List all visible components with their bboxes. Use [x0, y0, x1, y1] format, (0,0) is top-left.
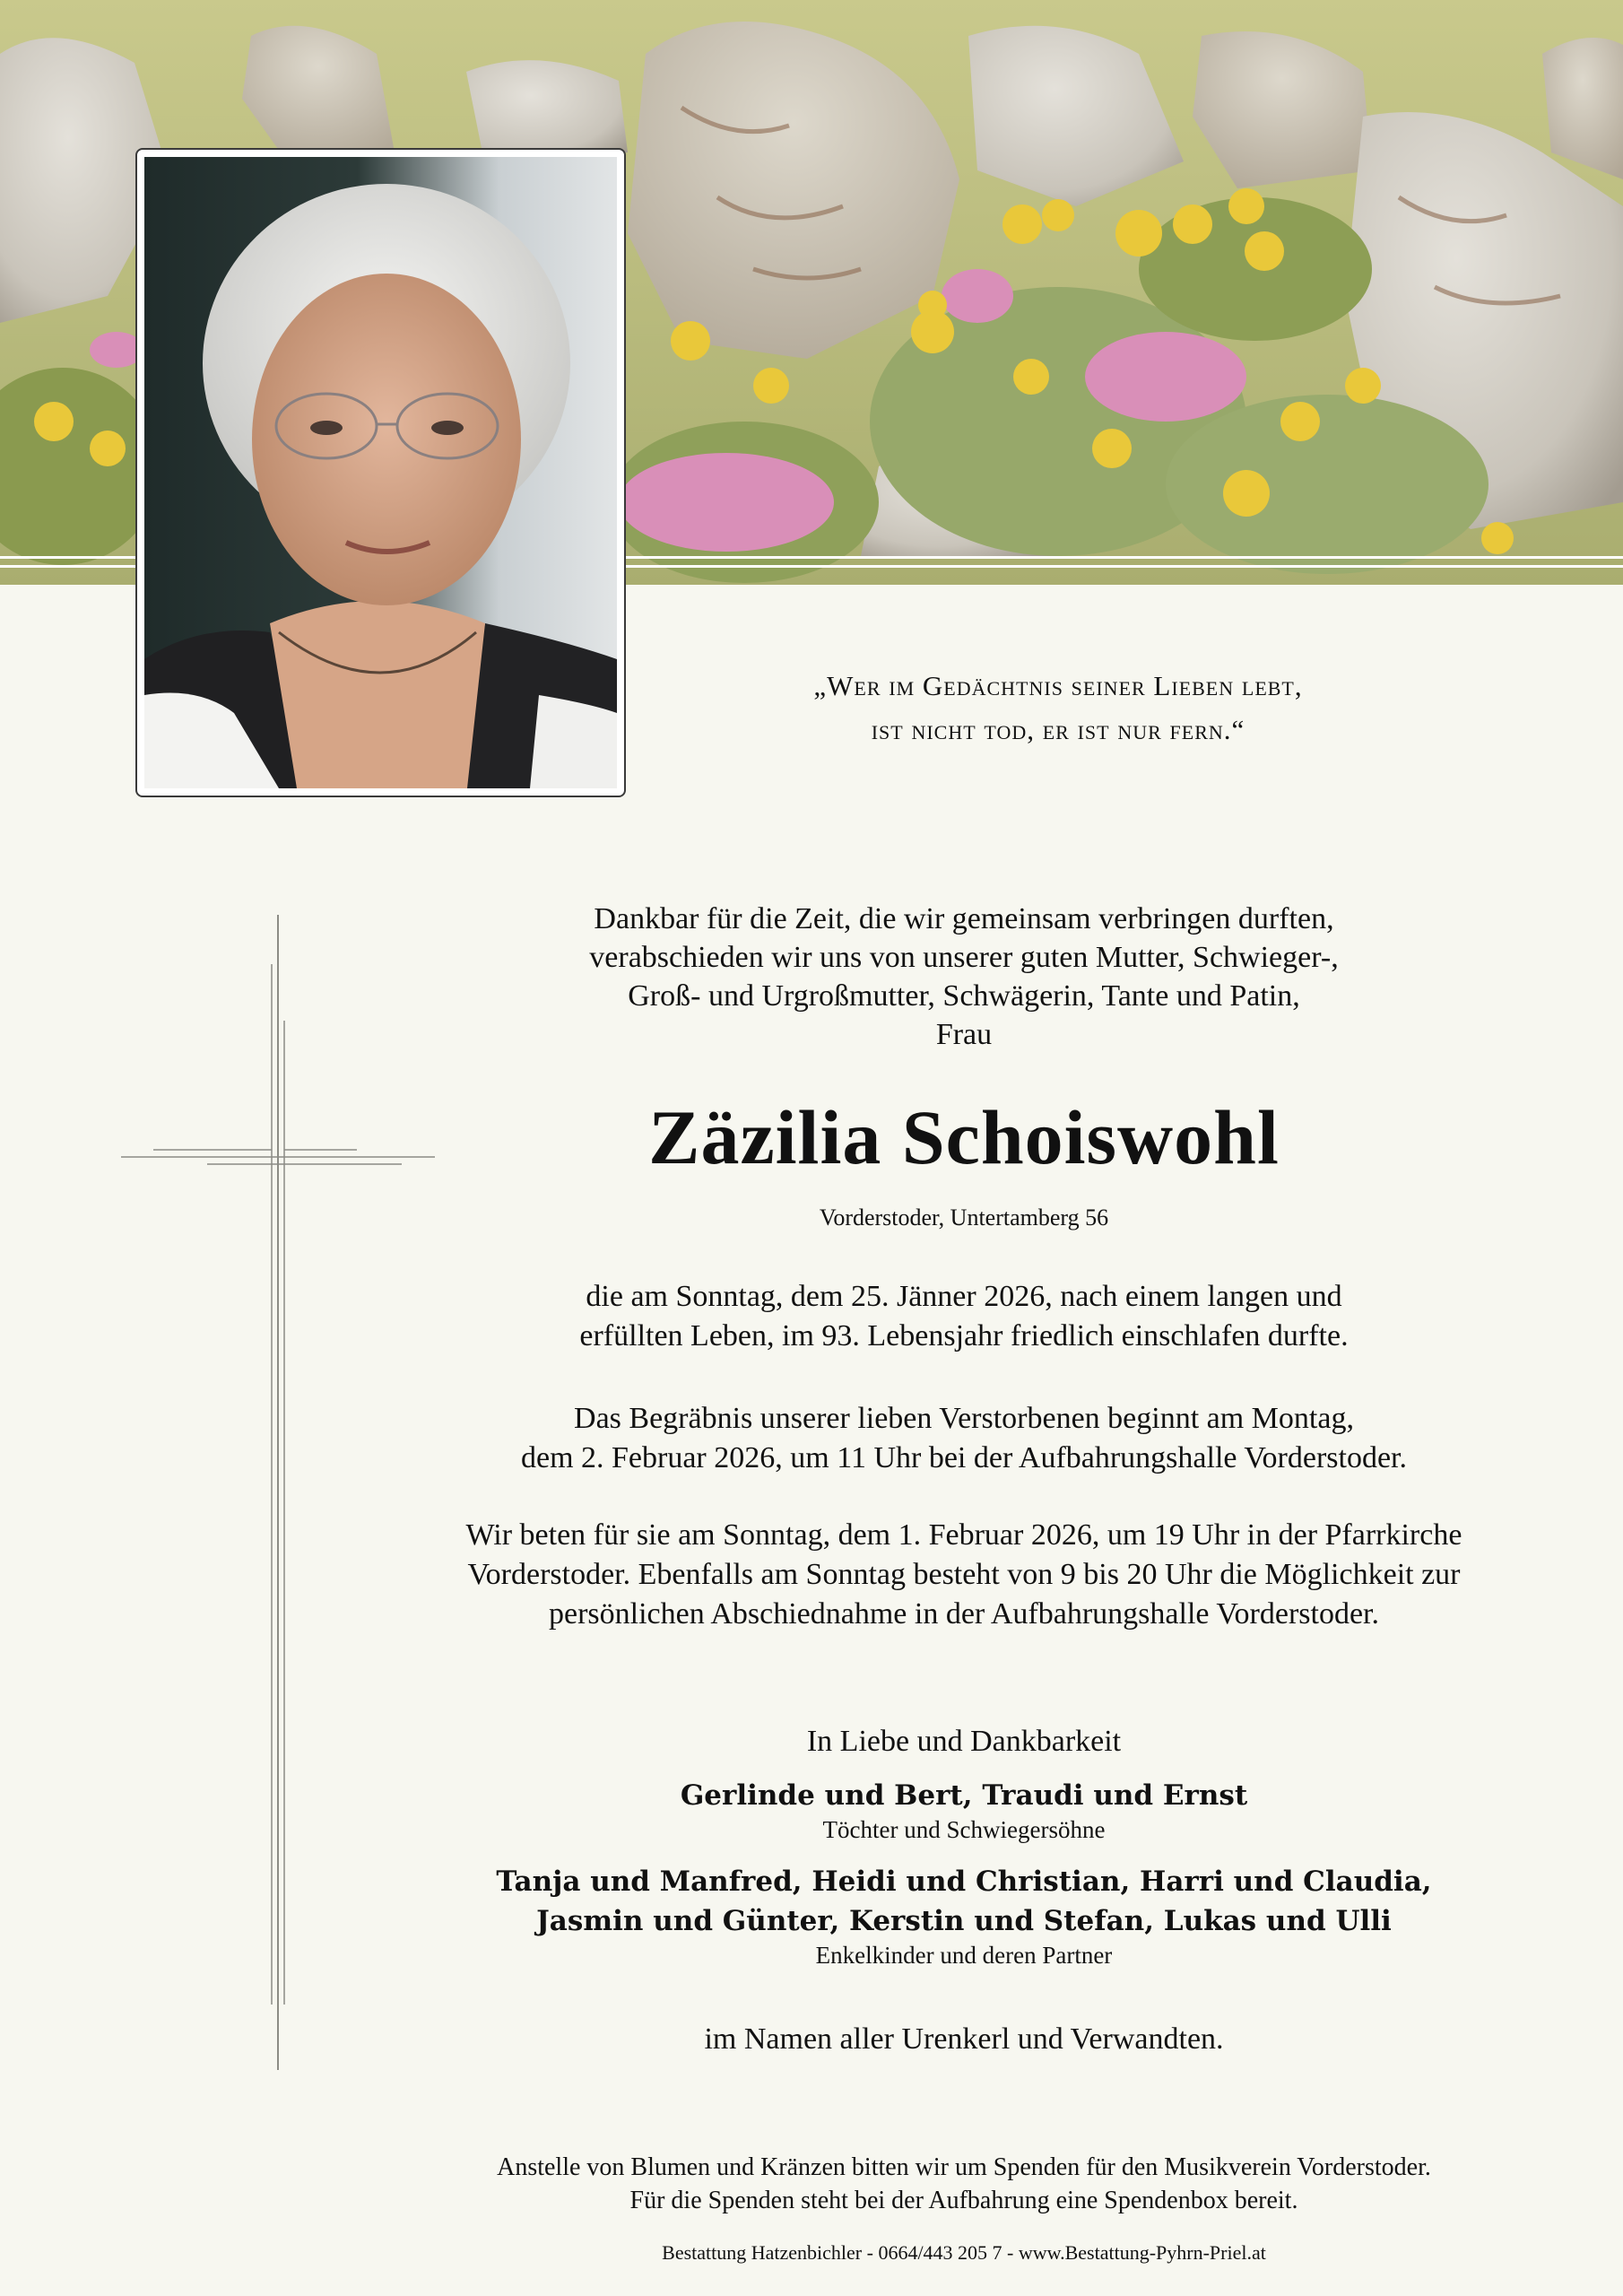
intro-text — [386, 900, 1542, 1054]
funeral-line: Das Begräbnis unserer lieben Verstorbenen beginnt am Montag, — [574, 1402, 1354, 1435]
death-line: die am Sonntag, dem 25. Jänner 2026, nach einem langen und — [586, 1280, 1342, 1313]
quote-line: ist nicht tod, er ist nur fern.“ — [871, 714, 1245, 745]
mourner-names: Tanja und Manfred, Heidi und Christian, Harri und Claudia, — [496, 1866, 1432, 1898]
funeral-home-footer: Bestattung Hatzenbichler - 0664/443 205 7 - www.Bestattung-Pyhrn-Priel.at — [662, 2241, 1266, 2264]
death-notice — [386, 1277, 1542, 1356]
intro-line: Dankbar für die Zeit, die wir gemeinsam verbringen durften, — [594, 902, 1334, 935]
intro-line: Frau — [935, 1018, 993, 1051]
donation-notice — [386, 2151, 1542, 2217]
mourners-closing: im Namen aller Urenkerl und Verwandten. — [704, 2022, 1224, 2056]
funeral-notice — [386, 1399, 1542, 1478]
mourner-relation: Töchter und Schwiegersöhne — [822, 1816, 1106, 1843]
quote-line: „Wer im Gedächtnis seiner Lieben lebt, — [813, 670, 1303, 701]
memorial-quote — [753, 664, 1363, 752]
funeral-line: dem 2. Februar 2026, um 11 Uhr bei der Aufbahrungshalle Vorderstoder. — [520, 1441, 1407, 1474]
deceased-address: Vorderstoder, Untertamberg 56 — [819, 1205, 1109, 1231]
portrait-frame — [135, 148, 626, 797]
prayer-line: persönlichen Abschiednahme in der Aufbahrungshalle Vorderstoder. — [549, 1597, 1379, 1631]
prayer-notice — [386, 1516, 1542, 1634]
portrait-photo — [144, 157, 617, 788]
intro-line: Groß- und Urgroßmutter, Schwägerin, Tante und Patin, — [628, 979, 1300, 1013]
mourner-names: Jasmin und Günter, Kerstin und Stefan, Lukas und Ulli — [536, 1905, 1392, 1937]
donation-line: Für die Spenden steht bei der Aufbahrung eine Spendenbox bereit. — [629, 2187, 1298, 2214]
deceased-name: Zäzilia Schoiswohl — [648, 1094, 1280, 1180]
mourner-names: Gerlinde und Bert, Traudi und Ernst — [680, 1779, 1248, 1812]
intro-line: verabschieden wir uns von unserer guten Mutter, Schwieger-, — [589, 941, 1339, 974]
mourner-relation: Enkelkinder und deren Partner — [815, 1942, 1113, 1969]
donation-line: Anstelle von Blumen und Kränzen bitten wir um Spenden für den Musikverein Vorderstoder. — [497, 2153, 1431, 2181]
mourner-group-daughters — [386, 1776, 1542, 1844]
mourner-group-grandchildren — [386, 1862, 1542, 1970]
prayer-line: Vorderstoder. Ebenfalls am Sonntag besteht von 9 bis 20 Uhr die Möglichkeit zur — [467, 1558, 1461, 1591]
death-line: erfüllten Leben, im 93. Lebensjahr friedlich einschlafen durfte. — [579, 1319, 1349, 1352]
mourners-intro: In Liebe und Dankbarkeit — [806, 1725, 1122, 1758]
prayer-line: Wir beten für sie am Sonntag, dem 1. Februar 2026, um 19 Uhr in der Pfarrkirche — [465, 1518, 1462, 1552]
